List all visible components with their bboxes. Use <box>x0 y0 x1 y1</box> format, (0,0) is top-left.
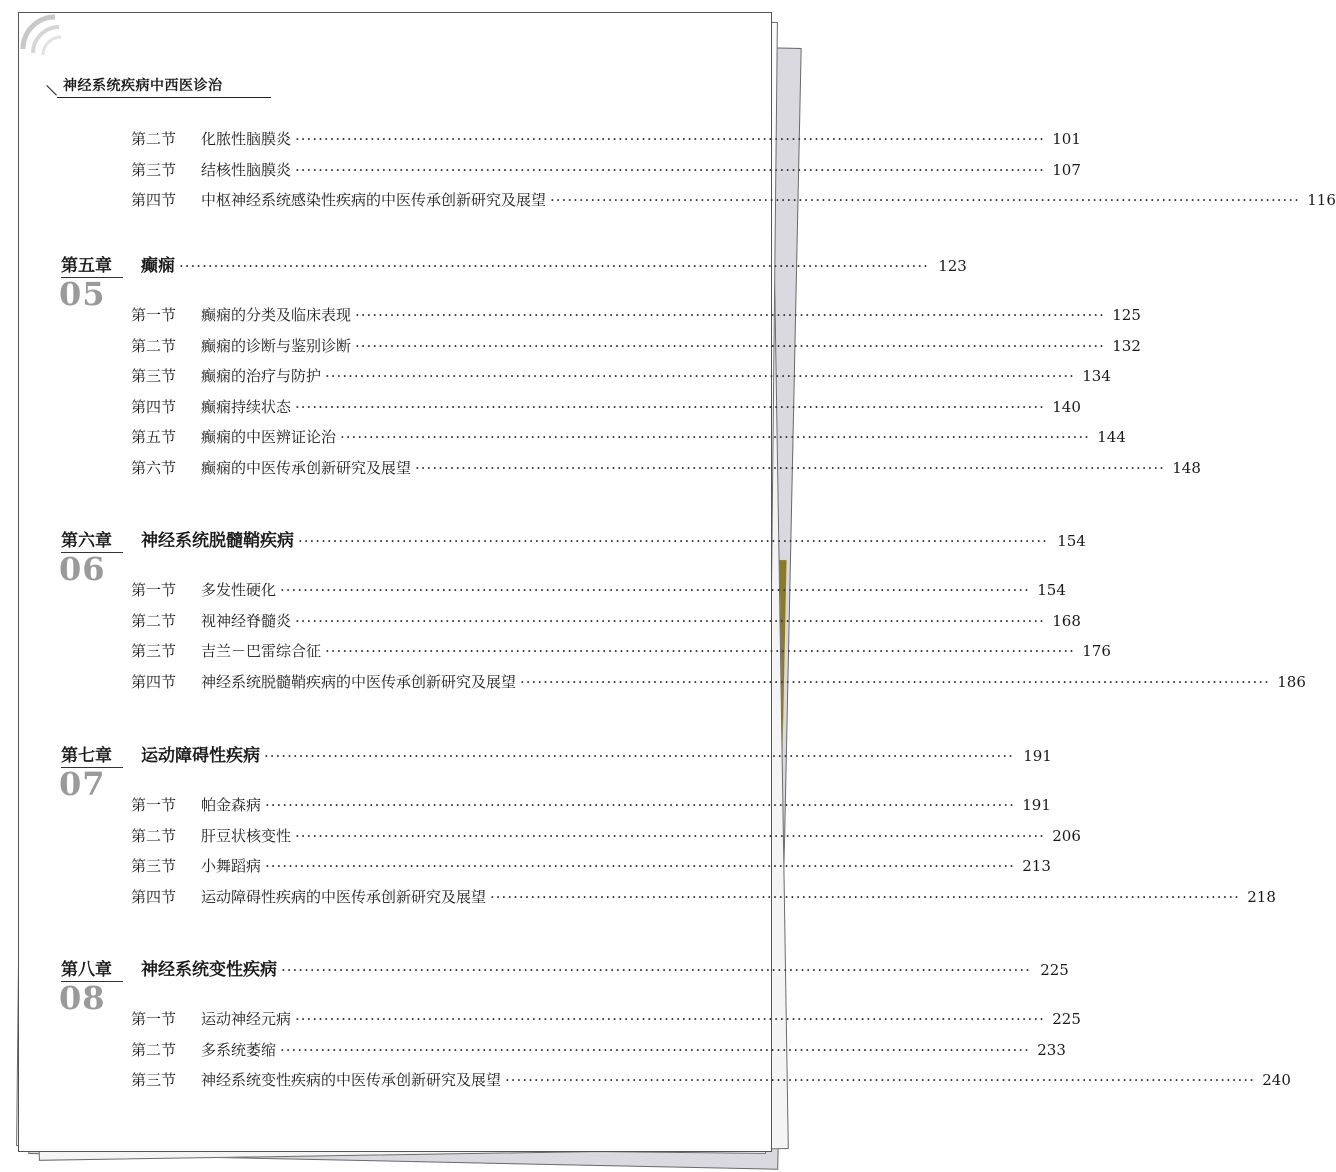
section-label: 第四节 <box>131 397 177 416</box>
section-title: 癫痫的中医辨证论治 <box>201 428 337 447</box>
dot-leader: ·································································································································· <box>298 532 1048 550</box>
section-title: 吉兰－巴雷综合征 <box>201 642 322 661</box>
section-title: 肝豆状核变性 <box>201 826 292 845</box>
dot-leader: ·································································································································· <box>280 1040 1030 1059</box>
chapter-label: 第五章 <box>61 256 112 276</box>
page-number: 213 <box>1022 857 1051 876</box>
page-number: 186 <box>1277 672 1306 691</box>
page-number: 123 <box>938 257 967 275</box>
page-number: 134 <box>1082 367 1111 386</box>
page-number: 225 <box>1040 961 1069 979</box>
page-number: 148 <box>1172 459 1201 477</box>
toc-section-entry[interactable] <box>131 189 1336 210</box>
section-label: 第二节 <box>131 336 177 355</box>
chapter-label: 第八章 <box>61 960 112 980</box>
section-title: 癫痫的分类及临床表现 <box>201 306 352 324</box>
dot-leader: ·································································································································· <box>295 161 1045 179</box>
dot-leader: ·································································································································· <box>505 1071 1255 1090</box>
section-label: 第一节 <box>131 306 177 324</box>
toc-section-entry[interactable] <box>131 457 1201 478</box>
page-number: 240 <box>1262 1071 1291 1090</box>
toc-section-entry[interactable] <box>131 671 1306 692</box>
dot-leader: ·································································································································· <box>295 397 1045 416</box>
dot-leader: ·································································································································· <box>325 642 1075 661</box>
page-number: 191 <box>1022 796 1051 814</box>
toc-section-entry[interactable] <box>131 640 1111 661</box>
section-label: 第二节 <box>131 130 177 148</box>
toc-page <box>18 12 1336 1152</box>
section-label: 第二节 <box>131 1040 177 1059</box>
toc-chapter-entry[interactable] <box>61 251 967 276</box>
dot-leader: ·································································································································· <box>520 672 1270 691</box>
section-title: 多发性硬化 <box>201 581 277 599</box>
section-title: 视神经脊髓炎 <box>201 611 292 630</box>
toc-section-entry[interactable] <box>131 1039 1066 1060</box>
dot-leader: ·································································································································· <box>355 336 1105 355</box>
page-number: 107 <box>1052 161 1081 179</box>
section-title: 帕金森病 <box>201 796 262 814</box>
toc-section-entry[interactable] <box>131 128 1081 149</box>
section-title: 小舞蹈病 <box>201 857 262 876</box>
section-label: 第三节 <box>131 642 177 661</box>
toc-section-entry[interactable] <box>131 855 1051 876</box>
toc-section-entry[interactable] <box>131 159 1081 180</box>
dot-leader: ·································································································································· <box>490 887 1240 906</box>
section-label: 第一节 <box>131 796 177 814</box>
section-title: 化脓性脑膜炎 <box>201 130 292 148</box>
page-number: 154 <box>1057 532 1086 550</box>
chapter-title: 神经系统变性疾病 <box>141 960 277 980</box>
dot-leader: ·································································································································· <box>295 1010 1045 1028</box>
section-title: 运动障碍性疾病的中医传承创新研究及展望 <box>201 887 487 906</box>
chapter-title: 运动障碍性疾病 <box>141 746 260 766</box>
section-title: 神经系统变性疾病的中医传承创新研究及展望 <box>201 1071 502 1090</box>
page-number: 116 <box>1307 191 1336 209</box>
section-label: 第二节 <box>131 826 177 845</box>
toc-chapter-entry[interactable] <box>61 526 1086 551</box>
chapter-number-badge: 07 <box>59 765 106 803</box>
section-title: 癫痫持续状态 <box>201 397 292 416</box>
section-label: 第三节 <box>131 161 177 179</box>
dot-leader: ·································································································································· <box>325 367 1075 386</box>
dot-leader: ·································································································································· <box>264 747 1014 765</box>
toc-section-entry[interactable] <box>131 1008 1081 1029</box>
toc-section-entry[interactable] <box>131 794 1051 815</box>
toc-section-entry[interactable] <box>131 335 1141 356</box>
page-number: 233 <box>1037 1040 1066 1059</box>
dot-leader: ·································································································································· <box>340 428 1090 447</box>
chapter-title: 癫痫 <box>141 256 175 276</box>
toc-section-entry[interactable] <box>131 426 1126 447</box>
section-label: 第三节 <box>131 367 177 386</box>
page-number: 101 <box>1052 130 1081 148</box>
dot-leader: ·································································································································· <box>265 857 1015 876</box>
section-label: 第三节 <box>131 857 177 876</box>
toc-section-entry[interactable] <box>131 825 1081 846</box>
toc-chapter-entry[interactable] <box>61 955 1069 980</box>
section-title: 癫痫的诊断与鉴别诊断 <box>201 336 352 355</box>
section-title: 多系统萎缩 <box>201 1040 277 1059</box>
page-number: 132 <box>1112 336 1141 355</box>
section-title: 神经系统脱髓鞘疾病的中医传承创新研究及展望 <box>201 672 517 691</box>
toc-section-entry[interactable] <box>131 396 1081 417</box>
toc-section-entry[interactable] <box>131 579 1066 600</box>
dot-leader: ·································································································································· <box>295 611 1045 630</box>
page-number: 225 <box>1052 1010 1081 1028</box>
section-title: 运动神经元病 <box>201 1010 292 1028</box>
chapter-number-badge: 05 <box>59 275 106 313</box>
section-label: 第一节 <box>131 581 177 599</box>
page-number: 154 <box>1037 581 1066 599</box>
page-number: 218 <box>1247 887 1276 906</box>
chapter-number-badge: 08 <box>59 979 106 1017</box>
section-label: 第二节 <box>131 611 177 630</box>
page-number: 191 <box>1023 747 1052 765</box>
section-label: 第四节 <box>131 191 177 209</box>
running-header-title: 神经系统疾病中西医诊治 <box>63 78 223 94</box>
section-title: 结核性脑膜炎 <box>201 161 292 179</box>
dot-leader: ·································································································································· <box>415 459 1165 477</box>
toc-section-entry[interactable] <box>131 365 1111 386</box>
toc-section-entry[interactable] <box>131 1069 1291 1090</box>
dot-leader: ·································································································································· <box>295 826 1045 845</box>
page-number: 206 <box>1052 826 1081 845</box>
toc-section-entry[interactable] <box>131 886 1276 907</box>
chapter-label: 第六章 <box>61 531 112 551</box>
table-of-contents <box>19 13 1336 1151</box>
dot-leader: ·································································································································· <box>355 306 1105 324</box>
chapter-title: 神经系统脱髓鞘疾病 <box>141 531 294 551</box>
section-title: 癫痫的中医传承创新研究及展望 <box>201 459 412 477</box>
page-number: 168 <box>1052 611 1081 630</box>
section-label: 第四节 <box>131 672 177 691</box>
section-title: 癫痫的治疗与防护 <box>201 367 322 386</box>
dot-leader: ·································································································································· <box>281 961 1031 979</box>
dot-leader: ·································································································································· <box>280 581 1030 599</box>
dot-leader: ·································································································································· <box>550 191 1300 209</box>
page-number: 144 <box>1097 428 1126 447</box>
section-label: 第六节 <box>131 459 177 477</box>
dot-leader: ·································································································································· <box>179 257 929 275</box>
dot-leader: ·································································································································· <box>295 130 1045 148</box>
page-number: 176 <box>1082 642 1111 661</box>
chapter-label: 第七章 <box>61 746 112 766</box>
toc-chapter-entry[interactable] <box>61 741 1052 766</box>
toc-section-entry[interactable] <box>131 304 1141 325</box>
section-label: 第三节 <box>131 1071 177 1090</box>
page-number: 140 <box>1052 397 1081 416</box>
section-label: 第五节 <box>131 428 177 447</box>
section-title: 中枢神经系统感染性疾病的中医传承创新研究及展望 <box>201 191 547 209</box>
section-label: 第一节 <box>131 1010 177 1028</box>
toc-section-entry[interactable] <box>131 610 1081 631</box>
dot-leader: ·································································································································· <box>265 796 1015 814</box>
section-label: 第四节 <box>131 887 177 906</box>
page-number: 125 <box>1112 306 1141 324</box>
chapter-number-badge: 06 <box>59 550 106 588</box>
